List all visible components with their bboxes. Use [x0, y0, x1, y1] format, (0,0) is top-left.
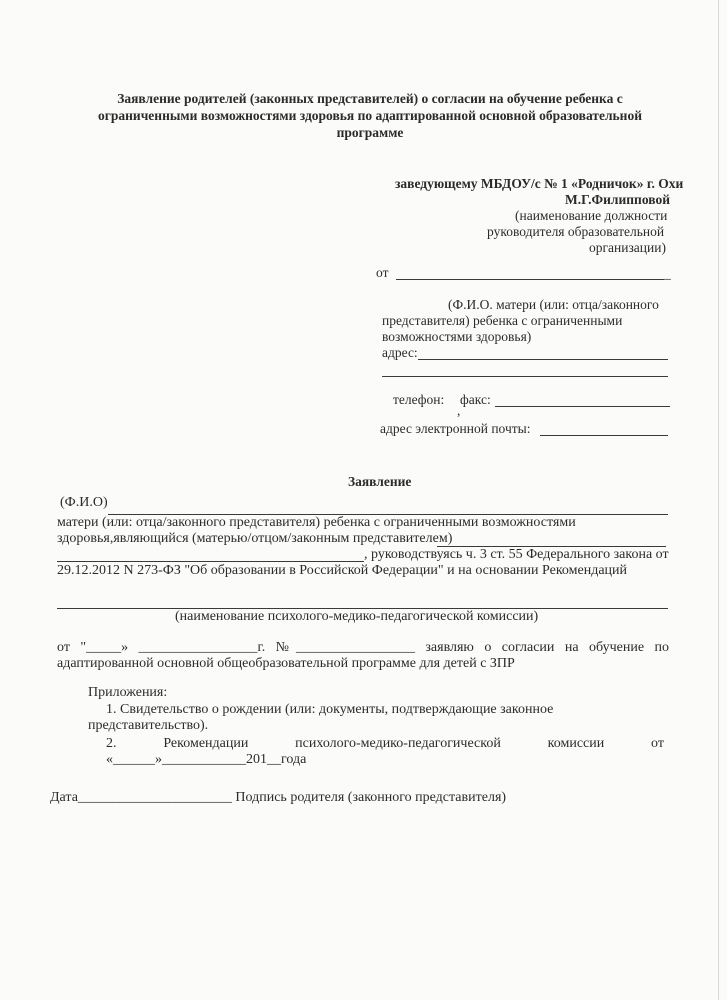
statement-fio-label: (Ф.И.О) [60, 495, 108, 510]
commission-hint: (наименование психолого-медико-педагогической комиссии) [175, 609, 539, 624]
statement-child-line[interactable] [57, 561, 364, 562]
from-label: от [376, 265, 389, 280]
attachment-1-line-2: представительство). [88, 718, 209, 733]
attachments-label: Приложения: [88, 685, 168, 700]
document-title [80, 90, 660, 141]
from-line-tail: _ [664, 266, 671, 281]
attachment-1-line-1: 1. Свидетельство о рождении (или: документы, подтверждающие законное [106, 702, 554, 717]
title-line-1: Заявление родителей (законных представителей) о согласии на обучение ребенка с [117, 91, 623, 106]
signature-line: Дата______________________ Подпись родителя (законного представителя) [50, 790, 507, 805]
phone-label: телефон: [393, 392, 445, 407]
from-line[interactable] [396, 279, 664, 280]
attachment-2-line-1: 2. Рекомендации психолого-медико-педагогической комиссии от [106, 736, 664, 751]
addressee-line-2: М.Г.Филипповой [565, 192, 670, 207]
statement-heading: Заявление [348, 474, 412, 489]
statement-last-line: адаптированной основной общеобразовательной программе для детей с ЗПР [57, 656, 515, 671]
attachment-2-line-2: «______»____________201__года [106, 752, 307, 767]
title-line-2: ограниченными возможностями здоровья по адаптированной основной образовательной [98, 108, 642, 123]
statement-line-5: 29.12.2012 N 273-ФЗ "Об образовании в Российской Федерации" и на основании Рекомендаций [57, 563, 628, 578]
phone-fax-comma: , [457, 403, 461, 418]
statement-line-3: здоровья,являющийся (матерью/отцом/законным представителем) [57, 531, 453, 546]
addressee-hint-1: (наименование должности [515, 208, 668, 223]
fio-hint-1: (Ф.И.О. матери (или: отца/законного [448, 297, 659, 312]
statement-line-4: , руководствуясь ч. 3 ст. 55 Федерального закона от [364, 547, 669, 562]
email-label: адрес электронной почты: [380, 421, 531, 436]
address-line-2[interactable] [382, 376, 668, 377]
statement-line-2: матери (или: отца/законного представителя) ребенка с ограниченными возможностями [57, 515, 576, 530]
statement-date-line: от "_____» _________________г. №_________________ заявляю о согласии на обучение по [57, 640, 669, 655]
addressee-hint-2: руководителя образовательной [487, 224, 665, 239]
page-edge-shadow [718, 0, 719, 1000]
title-line-3: программе [336, 125, 404, 140]
address-line-1[interactable] [418, 359, 668, 360]
addressee-line-1: заведующему МБДОУ/с № 1 «Родничок» г. Охи [395, 176, 684, 191]
fio-hint-2: представителя) ребенка с ограниченными [382, 313, 623, 328]
addressee-hint-3: организации) [589, 240, 666, 255]
fio-hint-3: возможностями здоровья) [382, 329, 532, 344]
fax-line[interactable] [495, 406, 670, 407]
fax-label: факс: [460, 392, 491, 407]
email-line[interactable] [540, 435, 668, 436]
address-label: адрес: [382, 345, 418, 360]
